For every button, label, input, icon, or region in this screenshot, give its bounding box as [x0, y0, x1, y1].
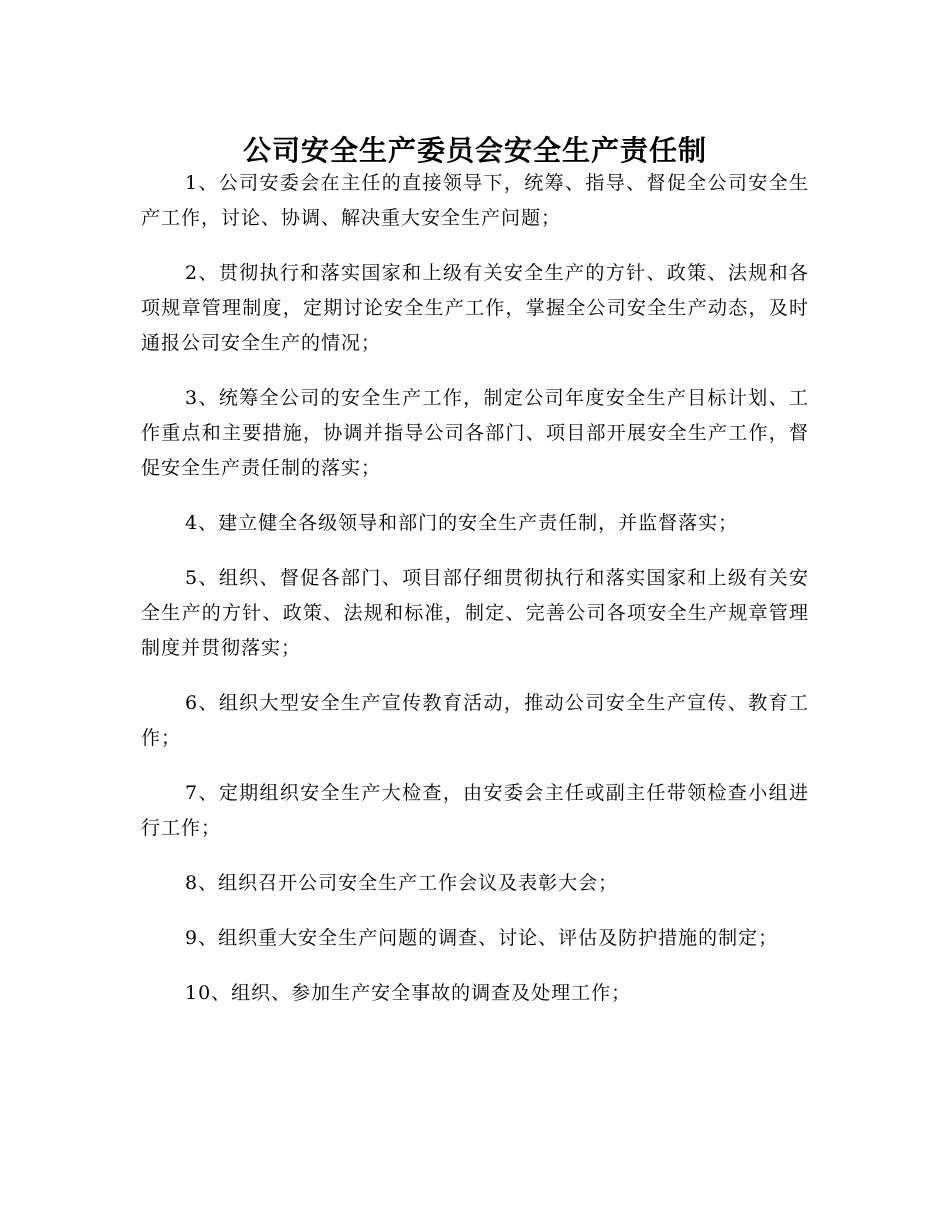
clause-8: 8、组织召开公司安全生产工作会议及表彰大会； [185, 872, 619, 894]
clause-1: 1、公司安委会在主任的直接领导下，统筹、指导、督促全公司安全生产工作，讨论、协调、解决重大安全生产问题； [141, 172, 809, 229]
clause-6: 6、组织大型安全生产宣传教育活动，推动公司安全生产宣传、教育工作； [141, 692, 809, 749]
clause-4: 4、建立健全各级领导和部门的安全生产责任制，并监督落实； [185, 512, 739, 534]
document-title: 公司安全生产委员会安全生产责任制 [242, 133, 707, 167]
clause-7: 7、定期组织安全生产大检查，由安委会主任或副主任带领检查小组进行工作； [141, 782, 809, 839]
clause-5: 5、组织、督促各部门、项目部仔细贯彻执行和落实国家和上级有关安全生产的方针、政策、法规和标准，制定、完善公司各项安全生产规章管理制度并贯彻落实； [141, 567, 809, 659]
clause-10: 10、组织、参加生产安全事故的调查及处理工作； [185, 982, 632, 1004]
clause-list [141, 166, 809, 1031]
clause-2: 2、贯彻执行和落实国家和上级有关安全生产的方针、政策、法规和各项规章管理制度，定期讨论安全生产工作，掌握全公司安全生产动态，及时通报公司安全生产的情况； [141, 262, 809, 354]
clause-3: 3、统筹全公司的安全生产工作，制定公司年度安全生产目标计划、工作重点和主要措施，协调并指导公司各部门、项目部开展安全生产工作，督促安全生产责任制的落实； [141, 387, 809, 479]
clause-9: 9、组织重大安全生产问题的调查、讨论、评估及防护措施的制定； [185, 927, 779, 949]
